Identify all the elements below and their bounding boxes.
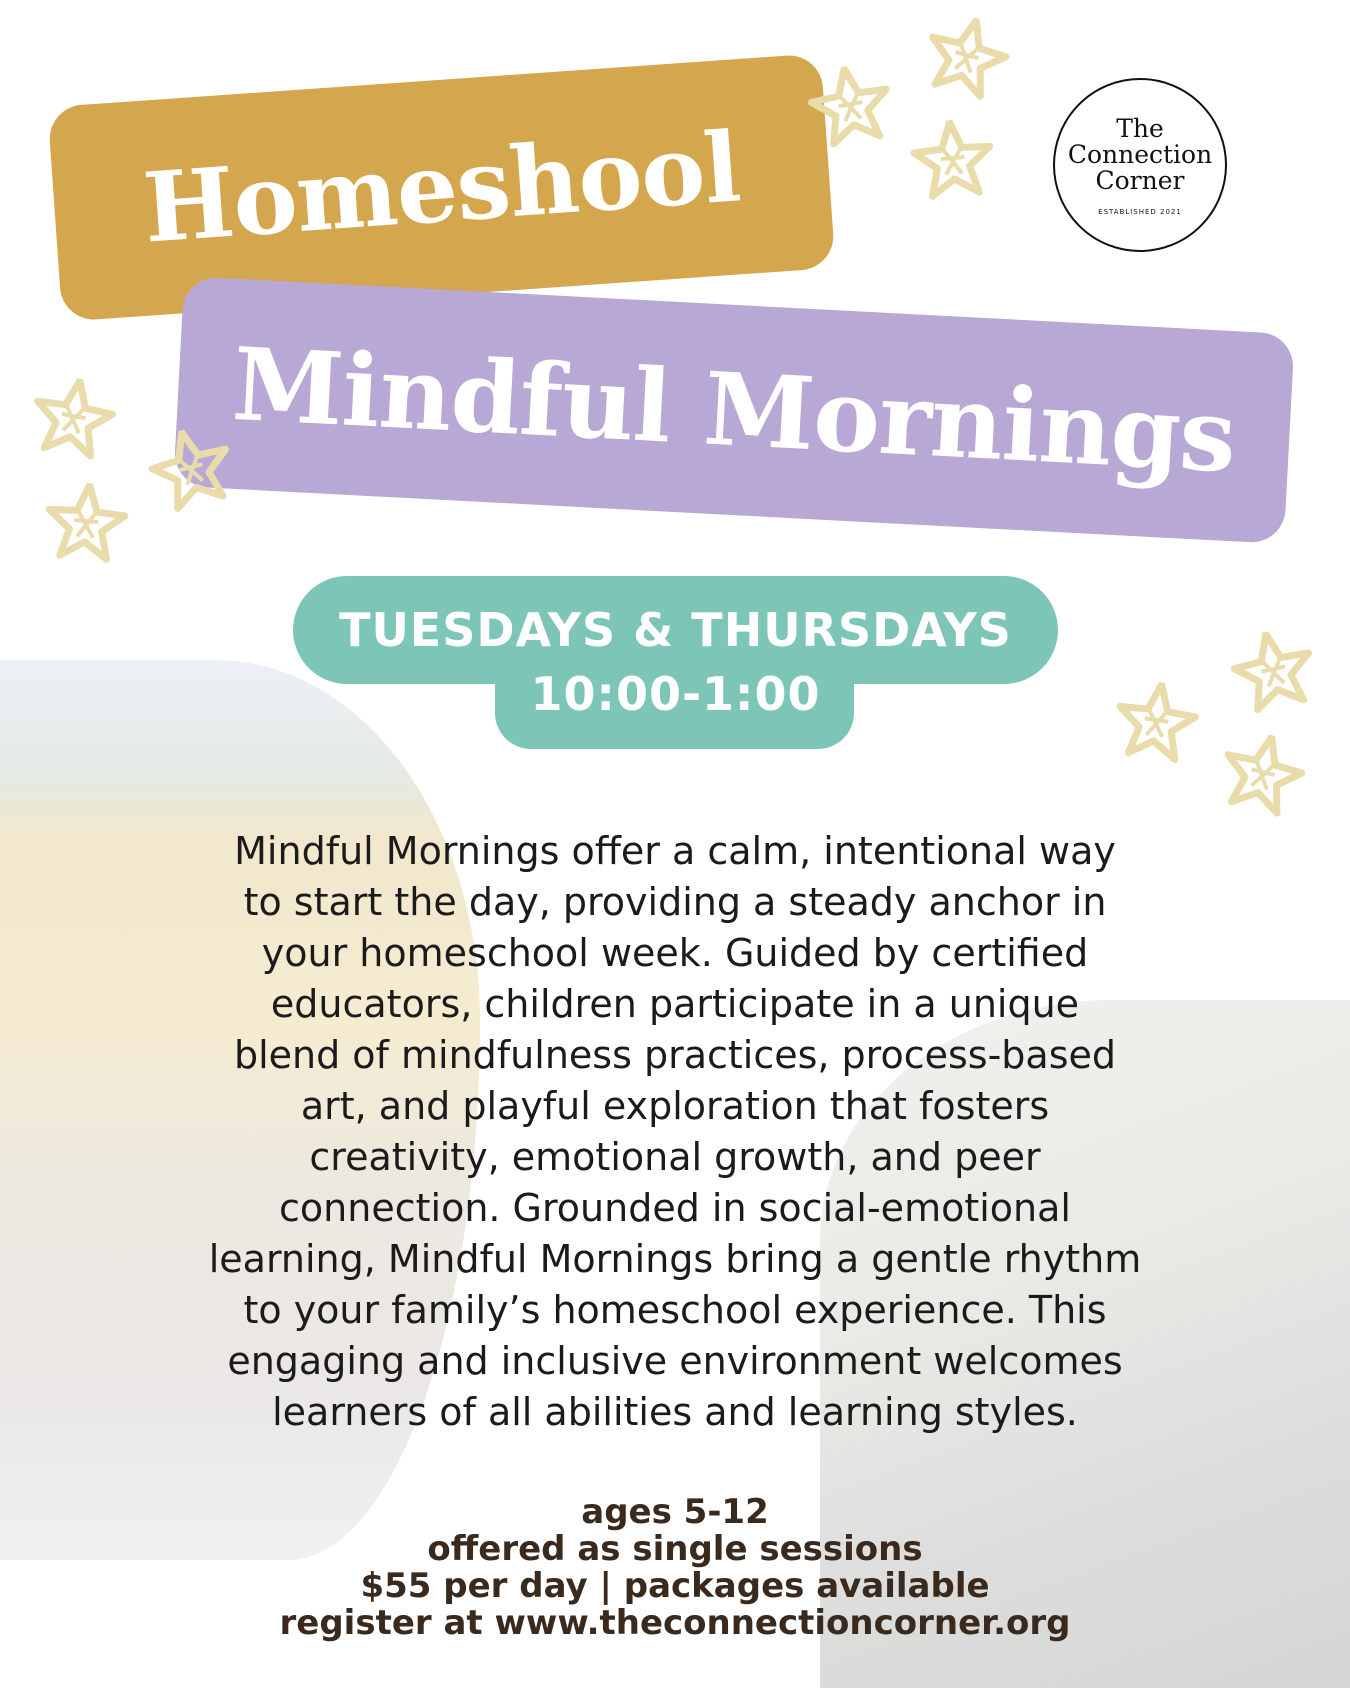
logo-line1: The xyxy=(1116,114,1164,143)
logo-line3: Corner xyxy=(1095,166,1185,195)
title-line1: Homeshool xyxy=(139,110,744,265)
logo-established: ESTABLISHED 2021 xyxy=(1098,208,1182,216)
star-icon xyxy=(24,371,121,468)
logo-connection-corner xyxy=(1053,78,1227,252)
star-icon xyxy=(1109,677,1204,772)
schedule-text xyxy=(293,598,1058,726)
schedule-time: 10:00-1:00 xyxy=(530,667,821,721)
footer-sessions: offered as single sessions xyxy=(427,1529,923,1569)
logo-line2: Connection xyxy=(1067,140,1213,169)
star-icon xyxy=(907,116,998,207)
star-icon xyxy=(1224,623,1324,723)
description: Mindful Mornings offer a calm, intentional way to start the day, providing a steady anchor in your homeschool week. Guided by certified educators, children participate in a unique blend of mindfulness practices, process-based art, and playful exploration that fosters creativity, emotional growth, and peer connection. Grounded in social-emotional learning, Mindful Mornings bring a gentle rhythm to your family’s homeschool experience. This engaging and inclusive environment welcomes learners of all abilities and learning styles. xyxy=(208,829,1142,1434)
star-icon xyxy=(915,8,1018,111)
title-banner-mindful-mornings xyxy=(173,276,1294,544)
title-banner-homeshool xyxy=(47,53,835,322)
footer-register: register at www.theconnectioncorner.org xyxy=(279,1603,1071,1643)
title-line2: Mindful Mornings xyxy=(229,324,1239,496)
star-icon xyxy=(40,479,131,570)
footer-price: $55 per day | packages available xyxy=(360,1566,990,1606)
footer-info xyxy=(150,1494,1200,1642)
star-icon xyxy=(1211,725,1313,827)
star-icon xyxy=(802,59,899,156)
footer-ages: ages 5-12 xyxy=(581,1492,769,1532)
schedule-days: TUESDAYS & THURSDAYS xyxy=(339,603,1012,657)
